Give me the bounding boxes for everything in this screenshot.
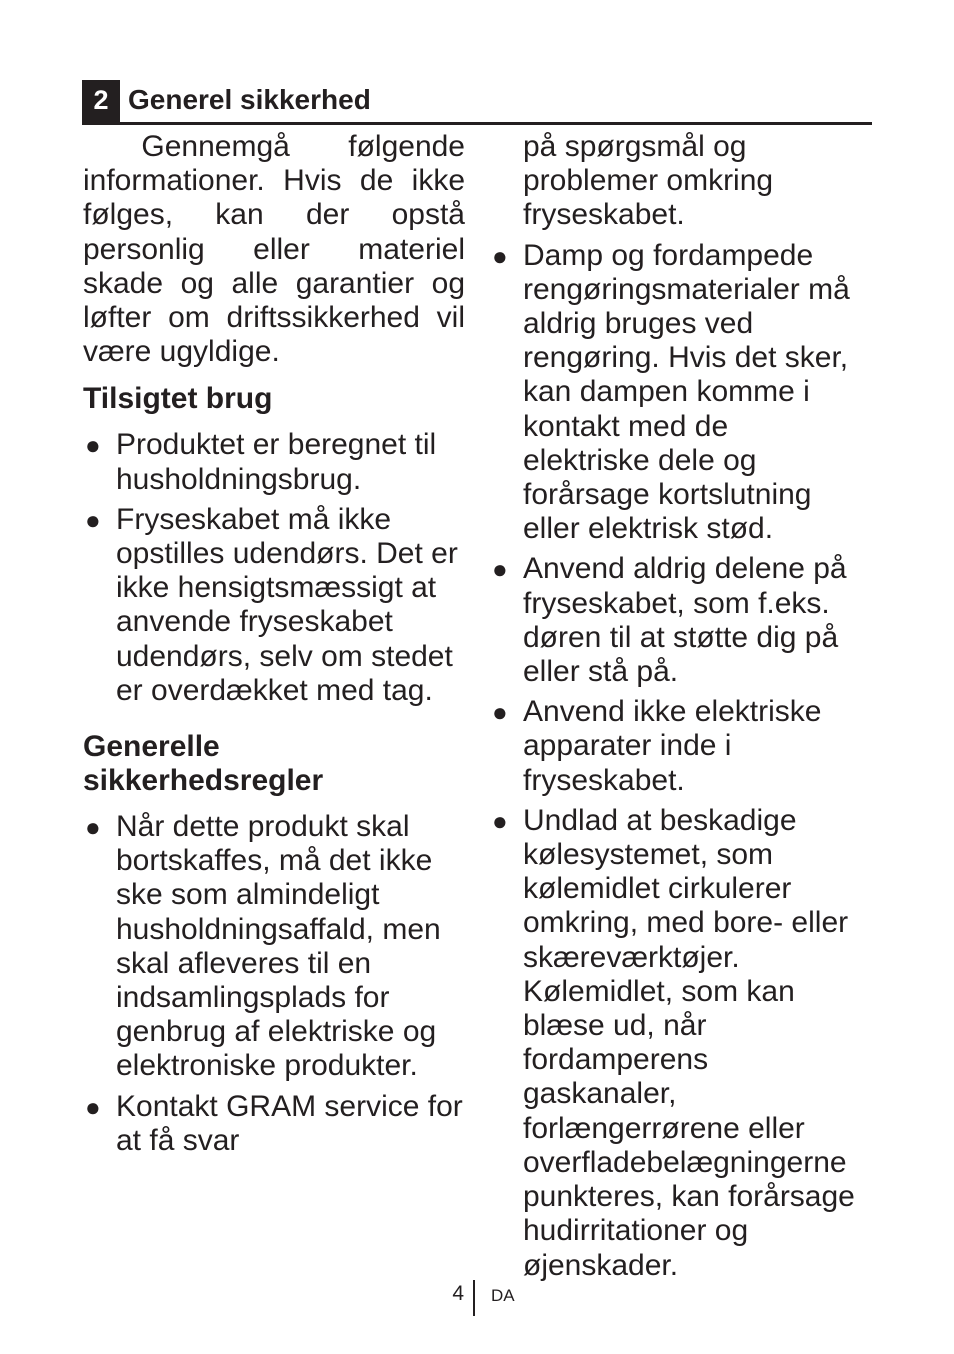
section-header — [82, 80, 872, 125]
bullet-icon: ● — [85, 1091, 101, 1122]
list-item-text: Kontakt GRAM service for at få svar — [116, 1089, 463, 1157]
bullet-icon: ● — [492, 805, 508, 836]
list-item-text: Produktet er beregnet til husholdningsbrug. — [116, 428, 437, 496]
list-item — [490, 239, 862, 547]
list-item-text: Anvend ikke elektriske apparater inde i fryseskabet. — [523, 695, 822, 797]
section-title: Generel sikkerhed — [128, 84, 371, 115]
bullet-icon: ● — [492, 240, 508, 271]
list-item-continuation — [490, 130, 862, 233]
list-item — [490, 695, 862, 798]
continuation-text: på spørgsmål og problemer omkring fryseskabet. — [523, 130, 774, 232]
general-rules-heading — [83, 730, 465, 798]
page-number: 4 — [452, 1282, 464, 1305]
list-item — [490, 804, 862, 1283]
left-column — [83, 130, 474, 1158]
list-item-text: Anvend aldrig delene på fryseskabet, som f.eks. døren til at støtte dig på eller stå på. — [523, 552, 847, 689]
list-item — [83, 428, 465, 496]
intended-use-list — [83, 428, 465, 708]
list-item — [83, 810, 465, 1084]
right-column-list — [490, 130, 862, 1283]
bullet-icon: ● — [492, 697, 508, 728]
general-rules-heading-line2: sikkerhedsregler — [83, 764, 324, 798]
intro-paragraph: Gennemgå følgende informationer. Hvis de ikke følges, kan der opstå personlig eller materiel skade og alle garantier og løfter om driftssikkerhed vil være ugyldige. — [83, 130, 474, 369]
list-item-text: Undlad at beskadige kølesystemet, som kølemidlet cirkulerer omkring, med bore- eller skæreværktøjer. Kølemidlet, som kan blæse ud, når fordamperens gaskanaler, forlængerrørene eller overfladebelægningerne punkteres, kan forårsage hudirritationer og øjenskader. — [523, 803, 855, 1282]
list-item — [490, 552, 862, 689]
list-item — [83, 1090, 465, 1158]
section-number: 2 — [82, 80, 120, 122]
list-item — [83, 503, 465, 708]
intended-use-heading: Tilsigtet brug — [83, 382, 273, 416]
bullet-icon: ● — [85, 812, 101, 843]
language-code: DA — [491, 1286, 515, 1305]
list-item-text: Fryseskabet må ikke opstilles udendørs. Det er ikke hensigtsmæssigt at anvende fryseskabet udendørs, selv om stedet er overdækket med tag. — [116, 502, 458, 707]
bullet-icon: ● — [492, 554, 508, 585]
footer-divider — [473, 1280, 475, 1316]
right-column — [490, 130, 862, 1283]
general-rules-list — [83, 810, 465, 1158]
list-item-text: Damp og fordampede rengøringsmaterialer må aldrig bruges ved rengøring. Hvis det sker, kan dampen komme i kontakt med de elektriske dele og forårsage kortslutning eller elektrisk stød. — [523, 238, 850, 546]
list-item-text: Når dette produkt skal bortskaffes, må det ikke ske som almindeligt husholdningsaffald, men skal afleveres til en indsamlingsplads for genbrug af elektriske og elektroniske produkter. — [116, 810, 441, 1083]
bullet-icon: ● — [85, 430, 101, 461]
bullet-icon: ● — [85, 504, 101, 535]
general-rules-heading-line1: Generelle — [83, 730, 220, 764]
